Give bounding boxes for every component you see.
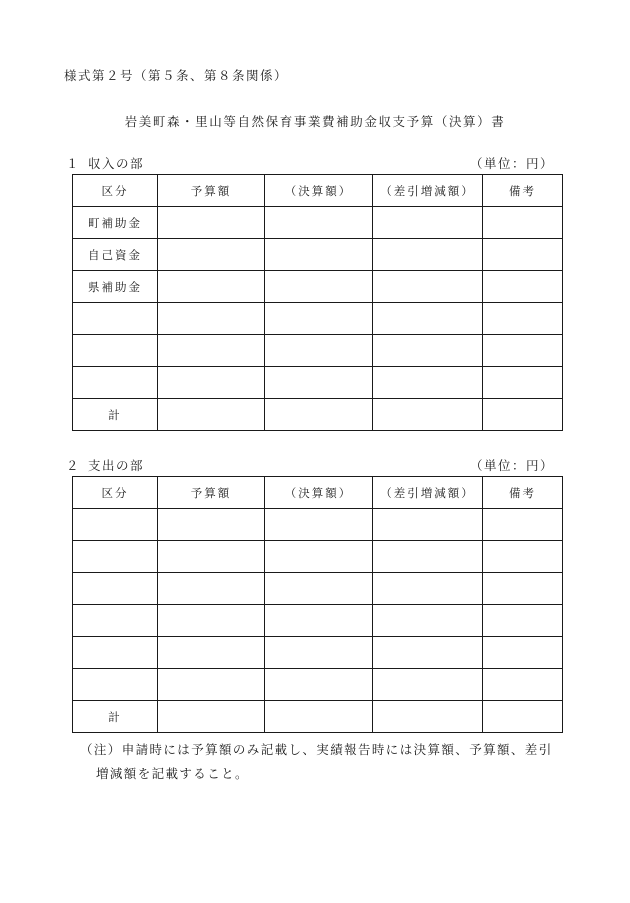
column-header-budget: 予算額 xyxy=(158,175,265,207)
difference-cell[interactable] xyxy=(373,573,483,605)
settlement-cell[interactable] xyxy=(265,605,373,637)
table-row xyxy=(73,207,563,239)
budget-cell[interactable] xyxy=(158,207,265,239)
table-row xyxy=(73,335,563,367)
income-section-number: １ xyxy=(66,156,81,171)
expense-header-row xyxy=(73,477,563,509)
row-label-cell[interactable] xyxy=(73,637,158,669)
budget-cell[interactable] xyxy=(158,239,265,271)
difference-cell[interactable] xyxy=(373,271,483,303)
remarks-cell[interactable] xyxy=(483,541,563,573)
income-table xyxy=(72,174,563,431)
budget-cell[interactable] xyxy=(158,271,265,303)
remarks-cell[interactable] xyxy=(483,367,563,399)
column-header-category: 区分 xyxy=(73,477,158,509)
settlement-cell[interactable] xyxy=(265,701,373,733)
difference-cell[interactable] xyxy=(373,701,483,733)
difference-cell[interactable] xyxy=(373,509,483,541)
row-label-prefecture-subsidy: 県補助金 xyxy=(73,271,158,303)
table-row xyxy=(73,239,563,271)
difference-cell[interactable] xyxy=(373,541,483,573)
settlement-cell[interactable] xyxy=(265,573,373,605)
row-label-total: 計 xyxy=(73,701,158,733)
remarks-cell[interactable] xyxy=(483,509,563,541)
table-row xyxy=(73,637,563,669)
budget-cell[interactable] xyxy=(158,605,265,637)
remarks-cell[interactable] xyxy=(483,399,563,431)
remarks-cell[interactable] xyxy=(483,637,563,669)
income-header-row xyxy=(73,175,563,207)
table-row xyxy=(73,541,563,573)
difference-cell[interactable] xyxy=(373,367,483,399)
total-row xyxy=(73,701,563,733)
settlement-cell[interactable] xyxy=(265,303,373,335)
remarks-cell[interactable] xyxy=(483,271,563,303)
table-row xyxy=(73,271,563,303)
row-label-own-funds: 自己資金 xyxy=(73,239,158,271)
remarks-cell[interactable] xyxy=(483,669,563,701)
expense-section-title: 支出の部 xyxy=(88,458,145,473)
total-row xyxy=(73,399,563,431)
note xyxy=(80,738,570,786)
budget-cell[interactable] xyxy=(158,573,265,605)
settlement-cell[interactable] xyxy=(265,637,373,669)
budget-cell[interactable] xyxy=(158,701,265,733)
income-section-header xyxy=(66,154,554,172)
note-line-1: （注）申請時には予算額のみ記載し、実績報告時には決算額、予算額、差引 xyxy=(80,742,553,757)
row-label-total: 計 xyxy=(73,399,158,431)
column-header-remarks: 備考 xyxy=(483,477,563,509)
column-header-category: 区分 xyxy=(73,175,158,207)
budget-cell[interactable] xyxy=(158,541,265,573)
remarks-cell[interactable] xyxy=(483,239,563,271)
remarks-cell[interactable] xyxy=(483,207,563,239)
settlement-cell[interactable] xyxy=(265,207,373,239)
row-label-cell[interactable] xyxy=(73,669,158,701)
settlement-cell[interactable] xyxy=(265,541,373,573)
budget-cell[interactable] xyxy=(158,637,265,669)
table-row xyxy=(73,509,563,541)
table-row xyxy=(73,573,563,605)
row-label-town-subsidy: 町補助金 xyxy=(73,207,158,239)
remarks-cell[interactable] xyxy=(483,303,563,335)
column-header-settlement: （決算額） xyxy=(265,477,373,509)
budget-cell[interactable] xyxy=(158,669,265,701)
budget-cell[interactable] xyxy=(158,335,265,367)
expense-section-number: ２ xyxy=(66,458,81,473)
expense-section-header xyxy=(66,456,554,474)
settlement-cell[interactable] xyxy=(265,367,373,399)
difference-cell[interactable] xyxy=(373,605,483,637)
budget-cell[interactable] xyxy=(158,367,265,399)
remarks-cell[interactable] xyxy=(483,573,563,605)
document-title: 岩美町森・里山等自然保育事業費補助金収支予算（決算）書 xyxy=(124,114,506,129)
expense-unit-label: （単位：円） xyxy=(469,458,554,473)
difference-cell[interactable] xyxy=(373,303,483,335)
settlement-cell[interactable] xyxy=(265,399,373,431)
settlement-cell[interactable] xyxy=(265,239,373,271)
difference-cell[interactable] xyxy=(373,335,483,367)
row-label-cell[interactable] xyxy=(73,367,158,399)
table-row xyxy=(73,605,563,637)
budget-cell[interactable] xyxy=(158,303,265,335)
settlement-cell[interactable] xyxy=(265,271,373,303)
column-header-difference: （差引増減額） xyxy=(373,175,483,207)
row-label-cell[interactable] xyxy=(73,303,158,335)
difference-cell[interactable] xyxy=(373,207,483,239)
remarks-cell[interactable] xyxy=(483,701,563,733)
budget-cell[interactable] xyxy=(158,509,265,541)
difference-cell[interactable] xyxy=(373,399,483,431)
budget-cell[interactable] xyxy=(158,399,265,431)
remarks-cell[interactable] xyxy=(483,605,563,637)
expense-table xyxy=(72,476,563,733)
column-header-settlement: （決算額） xyxy=(265,175,373,207)
settlement-cell[interactable] xyxy=(265,509,373,541)
table-row xyxy=(73,669,563,701)
table-row xyxy=(73,367,563,399)
column-header-remarks: 備考 xyxy=(483,175,563,207)
table-row xyxy=(73,303,563,335)
row-label-cell[interactable] xyxy=(73,573,158,605)
difference-cell[interactable] xyxy=(373,669,483,701)
settlement-cell[interactable] xyxy=(265,669,373,701)
row-label-cell[interactable] xyxy=(73,335,158,367)
column-header-difference: （差引増減額） xyxy=(373,477,483,509)
difference-cell[interactable] xyxy=(373,637,483,669)
difference-cell[interactable] xyxy=(373,239,483,271)
row-label-cell[interactable] xyxy=(73,605,158,637)
income-section-title: 収入の部 xyxy=(88,156,145,171)
row-label-cell[interactable] xyxy=(73,509,158,541)
form-number: 様式第２号（第５条、第８条関係） xyxy=(64,68,289,83)
settlement-cell[interactable] xyxy=(265,335,373,367)
row-label-cell[interactable] xyxy=(73,541,158,573)
income-unit-label: （単位：円） xyxy=(469,156,554,171)
remarks-cell[interactable] xyxy=(483,335,563,367)
column-header-budget: 予算額 xyxy=(158,477,265,509)
note-line-2: 増減額を記載すること。 xyxy=(96,766,249,781)
